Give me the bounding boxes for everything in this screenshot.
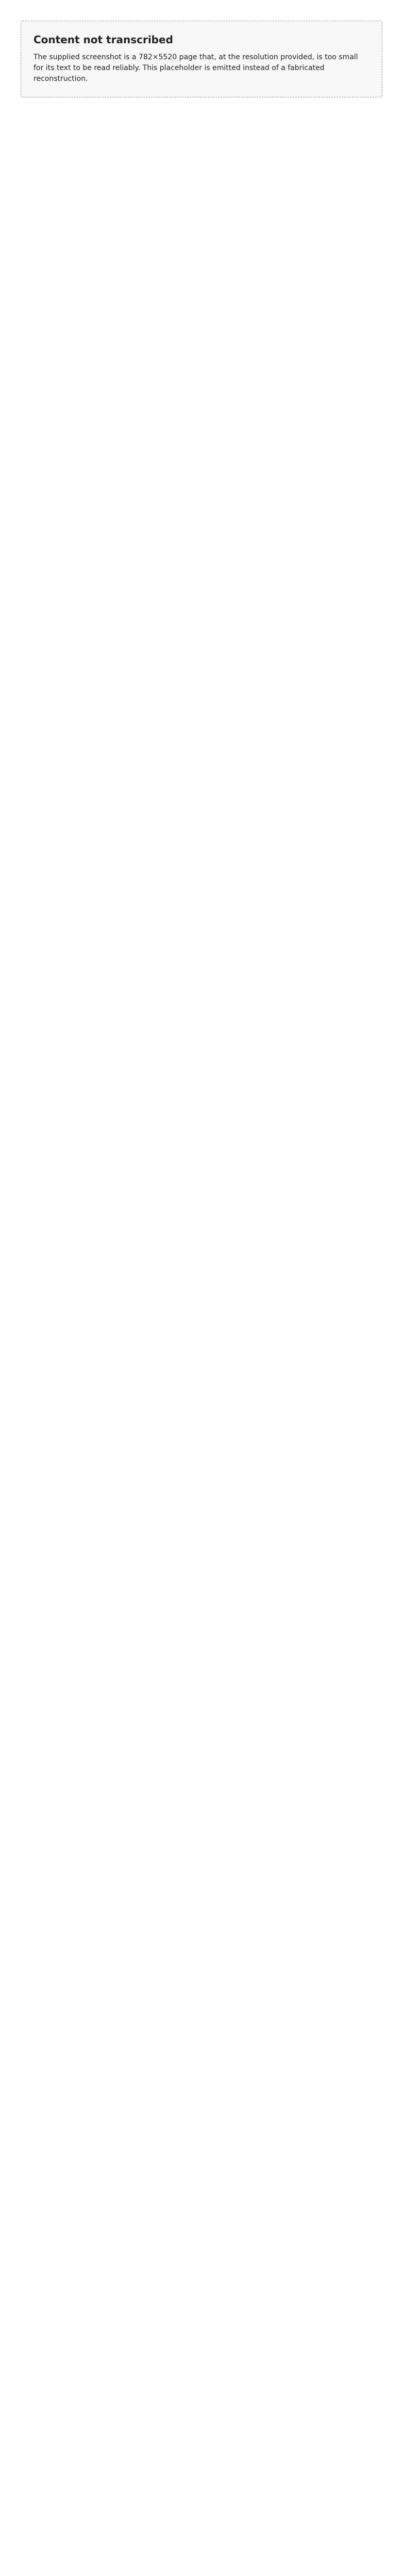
placeholder-notice bbox=[21, 21, 382, 97]
placeholder-body: The supplied screenshot is a 782×5520 page that, at the resolution provided, is too small for its text to be read reliably. This placeholder is emitted instead of a fabricated reconstruction. bbox=[33, 53, 358, 83]
placeholder-title: Content not transcribed bbox=[33, 33, 173, 46]
